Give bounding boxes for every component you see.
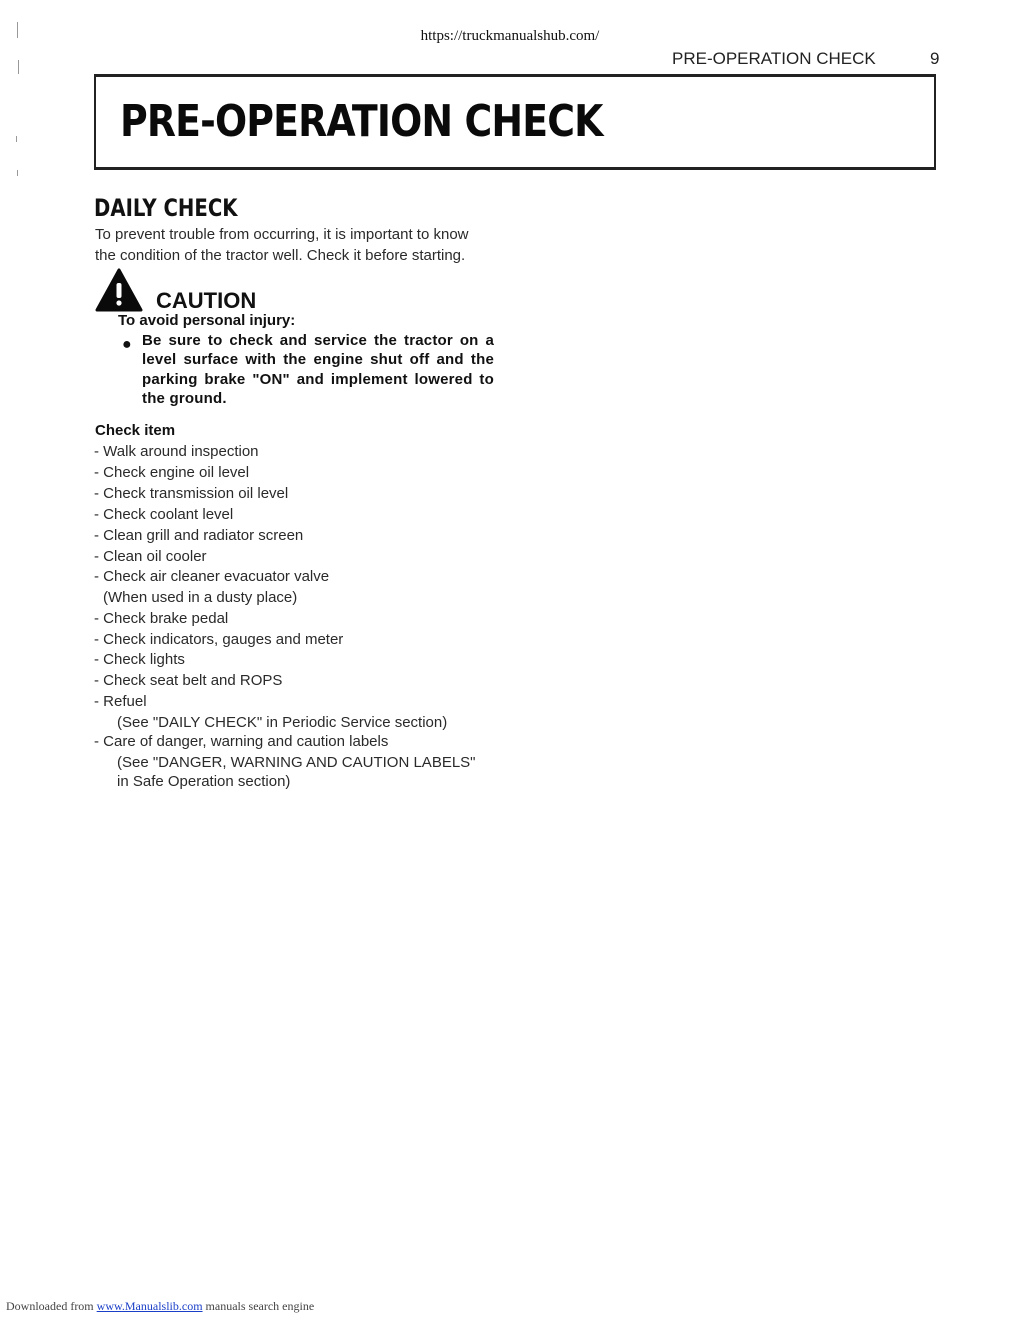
- page-title: PRE-OPERATION CHECK: [120, 96, 603, 147]
- running-header-section: PRE-OPERATION CHECK: [672, 49, 876, 68]
- scan-speck: [16, 136, 17, 142]
- check-list-item: - Check seat belt and ROPS: [94, 672, 283, 689]
- running-header: [672, 49, 940, 69]
- check-list-item: - Clean grill and radiator screen: [94, 527, 304, 544]
- footer-link[interactable]: www.Manualslib.com: [96, 1299, 203, 1313]
- check-list-item: - Check lights: [94, 651, 185, 668]
- caution-lead: To avoid personal injury:: [118, 312, 296, 329]
- check-list-note: (See "DAILY CHECK" in Periodic Service section): [117, 714, 448, 731]
- check-list-item: - Check transmission oil level: [94, 485, 289, 502]
- check-list-item: - Check brake pedal: [94, 610, 229, 627]
- check-list-item: - Check coolant level: [94, 506, 234, 523]
- footer-prefix: Downloaded from: [6, 1299, 94, 1313]
- intro-line: the condition of the tractor well. Check it before starting.: [95, 247, 466, 264]
- check-list-item: - Care of danger, warning and caution labels: [94, 733, 389, 750]
- section-heading-daily-check: DAILY CHECK: [94, 194, 238, 222]
- source-url: https://truckmanualshub.com/: [420, 28, 600, 44]
- check-list-item: - Refuel: [94, 693, 147, 710]
- scan-speck: [18, 60, 19, 74]
- check-list-item: - Check engine oil level: [94, 464, 250, 481]
- intro-line: To prevent trouble from occurring, it is important to know: [95, 226, 469, 243]
- scan-speck: [17, 170, 18, 176]
- check-list-item: - Walk around inspection: [94, 443, 259, 460]
- check-list-note: in Safe Operation section): [117, 773, 291, 790]
- check-list-note: (When used in a dusty place): [103, 589, 298, 606]
- download-footer: [6, 1299, 314, 1314]
- caution-text: Be sure to check and service the tractor on a level surface with the engine shut off and the parking brake "ON" and implement lowered to the ground.: [142, 332, 494, 408]
- caution-label: CAUTION: [156, 288, 257, 313]
- check-list-item: - Clean oil cooler: [94, 548, 207, 565]
- footer-suffix: manuals search engine: [205, 1299, 315, 1313]
- check-list-item: - Check air cleaner evacuator valve: [94, 568, 330, 585]
- check-list-item: - Check indicators, gauges and meter: [94, 631, 344, 648]
- bullet-icon: ●: [122, 336, 132, 353]
- warning-triangle-icon: [95, 268, 143, 312]
- check-list-note: (See "DANGER, WARNING AND CAUTION LABELS": [117, 754, 476, 771]
- page-number: 9: [930, 49, 940, 68]
- check-item-heading: Check item: [95, 422, 176, 439]
